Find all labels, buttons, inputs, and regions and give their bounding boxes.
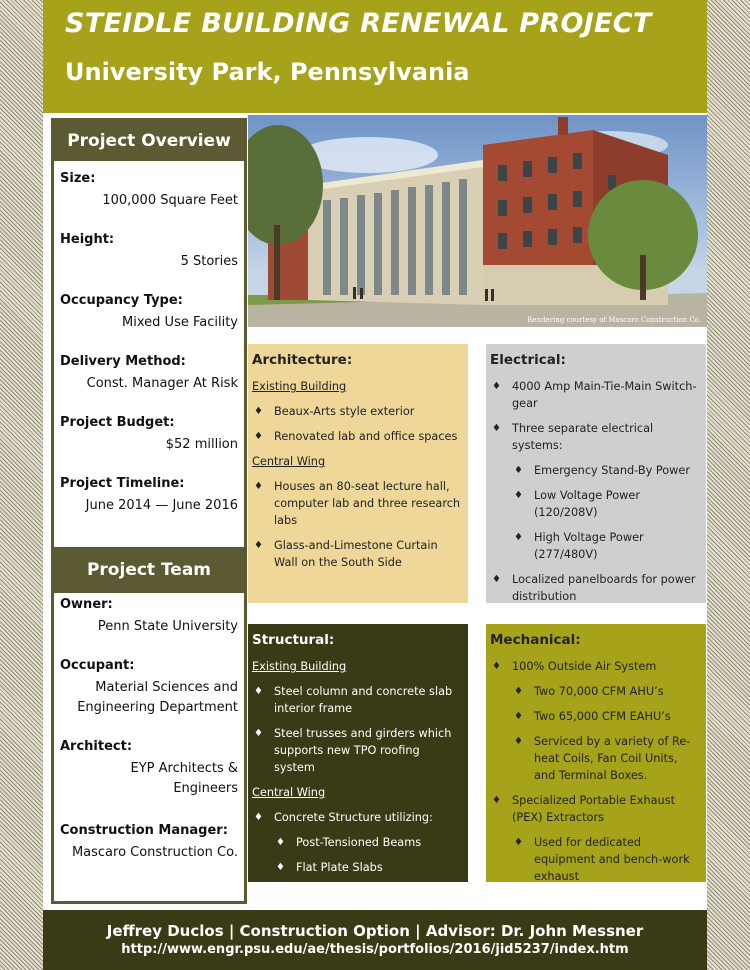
field-label: Size: xyxy=(60,171,96,186)
architecture-subheading-existing: Existing Building xyxy=(252,380,347,393)
list-subitem: ♦ Two 65,000 CFM EAHU’s xyxy=(486,708,706,725)
list-item: ♦ Steel trusses and girders which supports new TPO roofing system xyxy=(248,725,468,776)
list-item: ♦ 100% Outside Air System xyxy=(486,658,706,675)
cm-field xyxy=(60,823,238,863)
structural-panel xyxy=(248,624,468,899)
list-item: ♦ Three separate electrical systems: xyxy=(486,420,706,454)
field-value: Penn State University xyxy=(97,619,238,634)
list-item: ♦ Beaux-Arts style exterior xyxy=(248,403,468,420)
field-value xyxy=(60,759,238,799)
list-item: ♦ Glass-and-Limestone Curtain Wall on the South Side xyxy=(248,537,468,571)
electrical-heading: Electrical: xyxy=(490,352,566,368)
field-value xyxy=(60,678,238,718)
field-label: Occupancy Type: xyxy=(60,293,183,308)
field-label: Occupant: xyxy=(60,658,135,673)
field-value-line: Engineers xyxy=(173,781,238,796)
architecture-panel xyxy=(248,344,468,603)
structural-list-existing xyxy=(248,683,468,776)
list-subitem: ♦ High Voltage Power (277/480V) xyxy=(486,529,706,563)
field-label: Project Timeline: xyxy=(60,476,185,491)
author-line: Jeffrey Duclos | Construction Option | Advisor: Dr. John Messner xyxy=(106,922,644,940)
field-value: $52 million xyxy=(165,437,238,452)
field-label: Owner: xyxy=(60,597,113,612)
header-banner xyxy=(43,0,707,113)
left-info-panel xyxy=(51,118,247,904)
list-subitem: ♦ One-way Beam System xyxy=(248,884,468,901)
list-item: ♦ Concrete Structure utilizing: xyxy=(248,809,468,826)
mechanical-panel xyxy=(486,624,706,882)
field-value: June 2014 — June 2016 xyxy=(85,498,238,513)
field-label: Construction Manager: xyxy=(60,823,228,838)
architecture-list-existing xyxy=(248,403,468,445)
field-value: Mixed Use Facility xyxy=(122,315,238,330)
field-value: 100,000 Square Feet xyxy=(102,193,238,208)
mechanical-list xyxy=(486,658,706,885)
field-label: Delivery Method: xyxy=(60,354,186,369)
size-field xyxy=(60,171,238,211)
timeline-field xyxy=(60,476,238,516)
owner-field xyxy=(60,597,238,637)
list-item: ♦ Renovated lab and office spaces xyxy=(248,428,468,445)
list-item: ♦ Specialized Portable Exhaust (PEX) Extractors xyxy=(486,792,706,826)
field-label: Height: xyxy=(60,232,115,247)
budget-field xyxy=(60,415,238,455)
list-subitem: ♦ Flat Plate Slabs xyxy=(248,859,468,876)
list-item: ♦ Steel column and concrete slab interior frame xyxy=(248,683,468,717)
field-value: Mascaro Construction Co. xyxy=(71,845,238,860)
architect-field xyxy=(60,739,238,799)
list-subitem: ♦ Low Voltage Power (120/208V) xyxy=(486,487,706,521)
portfolio-url[interactable]: http://www.engr.psu.edu/ae/thesis/portfolios/2016/jid5237/index.htm xyxy=(121,942,629,957)
structural-list-central xyxy=(248,809,468,901)
field-value-line: Material Sciences and xyxy=(95,680,238,695)
occupant-field xyxy=(60,658,238,718)
overview-heading: Project Overview xyxy=(54,121,244,161)
list-item: ♦ Localized panelboards for power distribution xyxy=(486,571,706,605)
list-item: ♦ Houses an 80-seat lecture hall, computer lab and three research labs xyxy=(248,478,468,529)
structural-heading: Structural: xyxy=(252,632,335,648)
field-label: Architect: xyxy=(60,739,133,754)
delivery-field xyxy=(60,354,238,394)
footer-banner xyxy=(43,910,707,970)
architecture-subheading-central: Central Wing xyxy=(252,455,326,468)
team-heading: Project Team xyxy=(54,547,244,593)
poster xyxy=(43,0,707,970)
project-location: University Park, Pennsylvania xyxy=(65,58,470,86)
list-subitem: ♦ Used for dedicated equipment and bench-work exhaust xyxy=(486,834,706,885)
electrical-list xyxy=(486,378,706,605)
structural-subheading-central: Central Wing xyxy=(252,786,326,799)
rendering-caption: Rendering courtesy of Mascaro Construction Co. xyxy=(527,316,701,324)
building-rendering-image xyxy=(248,115,707,327)
height-field xyxy=(60,232,238,272)
list-subitem: ♦ Two 70,000 CFM AHU’s xyxy=(486,683,706,700)
field-value-line: Engineering Department xyxy=(77,700,238,715)
architecture-heading: Architecture: xyxy=(252,352,353,368)
field-value-line: EYP Architects & xyxy=(130,761,238,776)
field-value: Const. Manager At Risk xyxy=(86,376,238,391)
list-subitem: ♦ Serviced by a variety of Re-heat Coils, Fan Coil Units, and Terminal Boxes. xyxy=(486,733,706,784)
electrical-panel xyxy=(486,344,706,603)
field-label: Project Budget: xyxy=(60,415,175,430)
project-title: STEIDLE BUILDING RENEWAL PROJECT xyxy=(65,8,652,39)
field-value: 5 Stories xyxy=(180,254,238,269)
occupancy-field xyxy=(60,293,238,333)
building-rendering xyxy=(248,115,707,327)
mechanical-heading: Mechanical: xyxy=(490,632,581,648)
list-subitem: ♦ Post-Tensioned Beams xyxy=(248,834,468,851)
list-item: ♦ 4000 Amp Main-Tie-Main Switch-gear xyxy=(486,378,706,412)
structural-subheading-existing: Existing Building xyxy=(252,660,347,673)
architecture-list-central xyxy=(248,478,468,571)
list-subitem: ♦ Emergency Stand-By Power xyxy=(486,462,706,479)
